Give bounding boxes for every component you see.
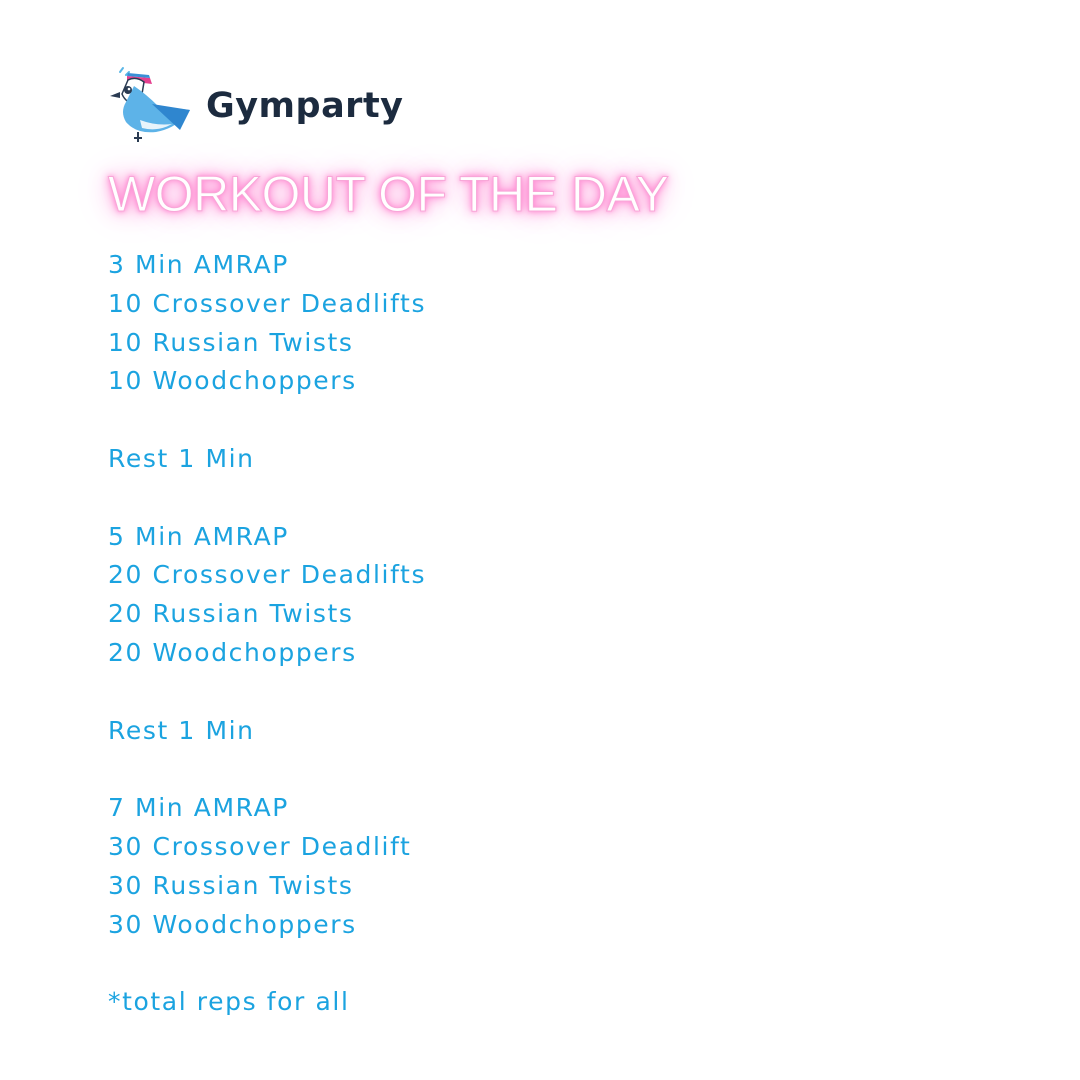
brand: [106, 66, 404, 150]
workout-list: [108, 246, 908, 1022]
list-item: 20 Woodchoppers: [108, 637, 357, 667]
list-item: 10 Woodchoppers: [108, 366, 357, 396]
block-title: 3 Min AMRAP: [108, 250, 289, 279]
footnote: *total reps for all: [108, 987, 350, 1017]
list-item: 10 Russian Twists: [108, 327, 354, 357]
list-item: 20 Crossover Deadlifts: [108, 560, 427, 590]
list-item: 30 Russian Twists: [108, 870, 354, 900]
rest-line: Rest 1 Min: [108, 443, 255, 473]
list-item: 30 Woodchoppers: [108, 909, 357, 939]
rest-line: Rest 1 Min: [108, 715, 255, 745]
spacer: [108, 479, 908, 518]
list-item: 20 Russian Twists: [108, 599, 354, 629]
block-title: 5 Min AMRAP: [108, 521, 289, 551]
block-title: 7 Min AMRAP: [108, 793, 289, 823]
spacer: [108, 944, 908, 983]
spacer: [108, 673, 908, 712]
bird-icon: [106, 66, 196, 150]
list-item: 30 Crossover Deadlift: [108, 831, 412, 861]
spacer: [108, 401, 908, 440]
page-title: WORKOUT OF THE DAY: [108, 166, 669, 222]
spacer: [108, 750, 908, 789]
brand-name: Gymparty: [206, 86, 404, 126]
list-item: 10 Crossover Deadlifts: [108, 288, 427, 318]
